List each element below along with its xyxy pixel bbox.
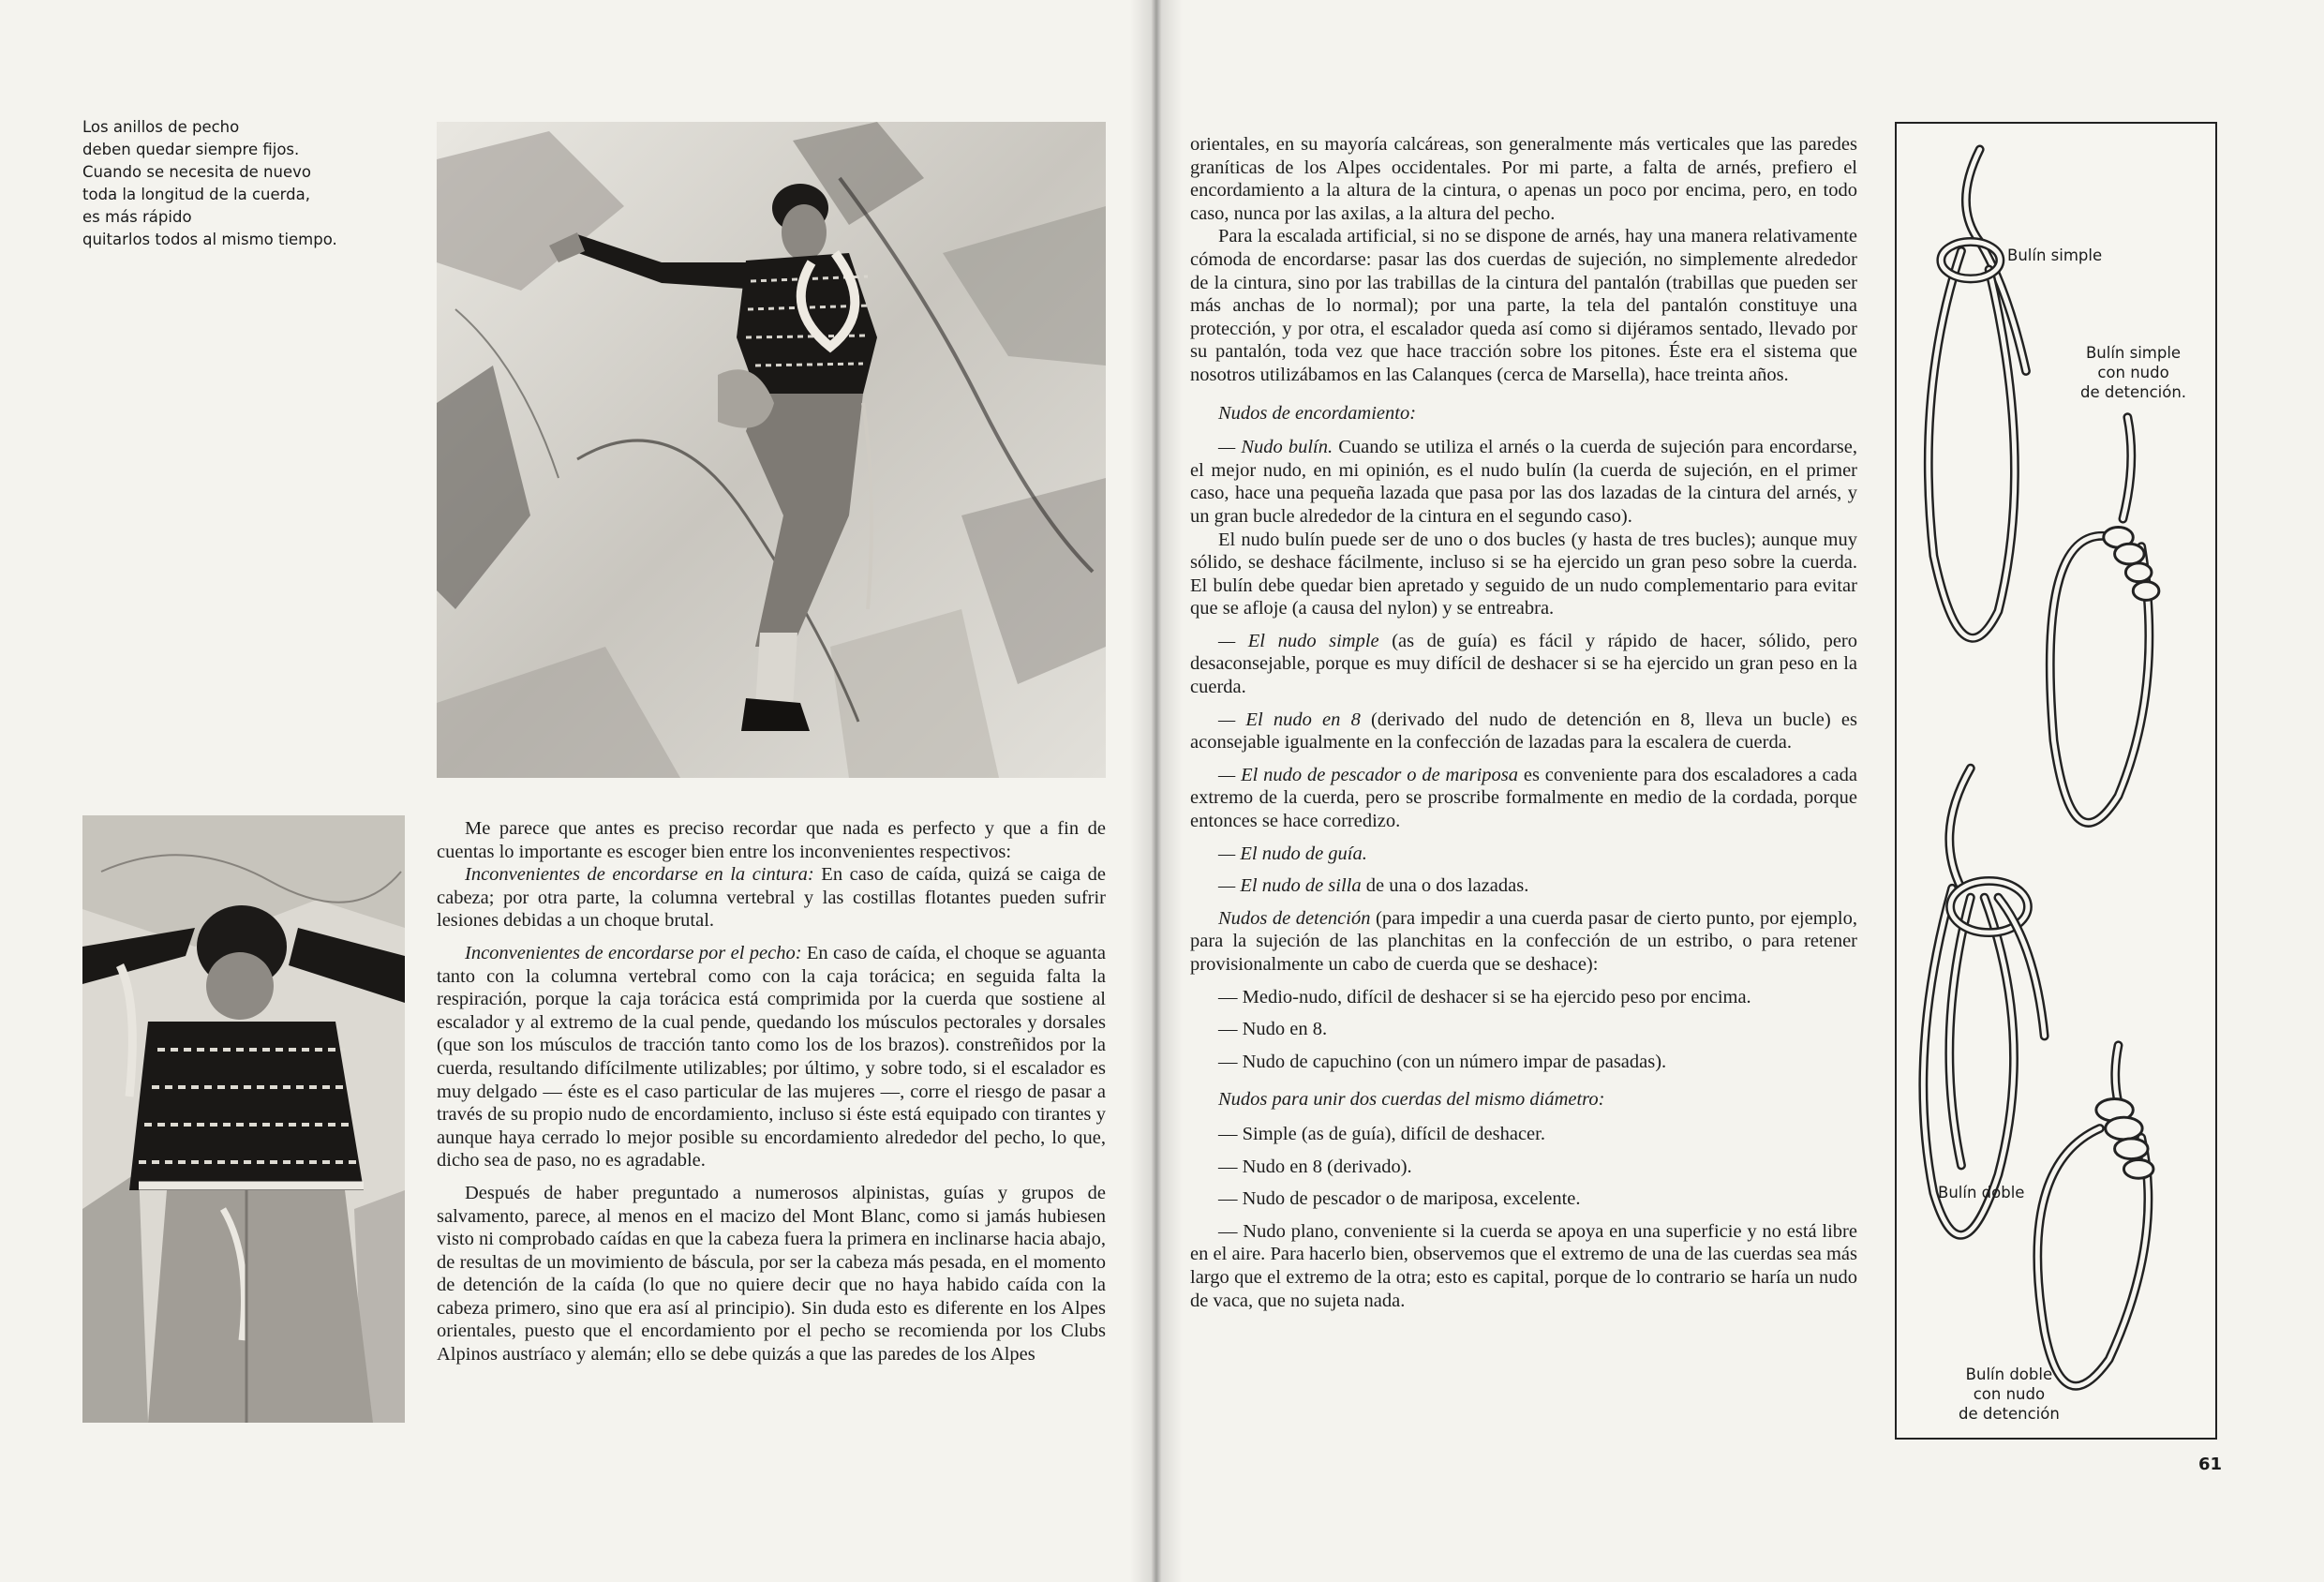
knot-item-text: (as de guía) es fácil y rápido de hacer, sólido, pero desaconsejable, porque es muy difícil de deshacer si se ha ejercido un gran peso en la cuerda. bbox=[1190, 630, 1858, 698]
knot-item bbox=[1190, 874, 1857, 898]
join-item: — Nudo plano, conveniente si la cuerda se apoya en una superficie y no está libre en el aire. Para hacerlo bien, observemos que el extremo de una de las cuerdas sea más largo que el extremo de la otra; esto es capital, porque de lo contrario se haría un nudo de vaca, que no sujeta nada. bbox=[1190, 1220, 1857, 1311]
right-body-text bbox=[1190, 133, 1857, 1321]
left-paragraph-text: Después de haber preguntado a numerosos alpinistas, guías y grupos de salvamento, parece, al menos en el macizo del Mont Blanc, como si jamás hubiesen visto ni comprobado caídas en que la cabeza fuera la primera en inclinarse hacia abajo, de resultas de un movimiento de báscula, por ser la cabeza más pesada, en el momento de detención de la caída (lo que no quiere decir que no haya habido caída con la cabeza primero, sino que era así al principio). Sin duda esto es diferente en los Alpes orientales, puesto que el encordamiento por el pecho se recomienda por los Clubs Alpinos austríaco y alemán; ello se debe quizás a que las paredes de los Alpes bbox=[437, 1182, 1106, 1366]
label-bulin-doble-detencion bbox=[1959, 1365, 2060, 1424]
knot-item-lead: — El nudo de guía. bbox=[1218, 843, 1367, 864]
left-paragraph-lead: Inconvenientes de encordarse por el pecho: bbox=[465, 942, 802, 963]
knot-item-text: de una o dos lazadas. bbox=[1361, 875, 1529, 897]
detention-intro-text: (para impedir a una cuerda pasar de cierto punto, por ejemplo, para la sujeción de las planchitas en la confección de un estribo, o para retener provisionalmente un cabo de cuerda que se deshace): bbox=[1190, 907, 1857, 975]
left-paragraph bbox=[437, 817, 1106, 863]
left-paragraph-lead: Inconvenientes de encordarse en la cintura: bbox=[465, 864, 814, 886]
knot-item-lead: — El nudo de pescador o de mariposa bbox=[1218, 764, 1519, 785]
knot-item bbox=[1190, 843, 1857, 866]
knot-item-text: es conveniente para dos escaladores a cada extremo de la cuerda, pero se proscribe formalmente en medio de la cordada, porque entonces se hace corredizo. bbox=[1190, 764, 1857, 832]
join-item: — Nudo en 8 (derivado). bbox=[1218, 1156, 1412, 1177]
label-bulin-simple bbox=[2007, 246, 2102, 265]
knot-item bbox=[1190, 630, 1857, 699]
knot-item bbox=[1190, 764, 1857, 833]
figure-label-line: Bulín simple bbox=[2085, 344, 2182, 362]
figure-label-line: de detención bbox=[1959, 1405, 2060, 1423]
heading-nudos-unir: Nudos para unir dos cuerdas del mismo diámetro: bbox=[1218, 1089, 1605, 1111]
knot-item bbox=[1190, 709, 1857, 754]
knot-item-text: Cuando se utiliza el arnés o la cuerda de sujeción para encordarse, el mejor nudo, en mi opinión, es el nudo bulín (la cuerda de sujeción, en el primer caso, hace una pequeña lazada que pasa por las dos lazadas de la cintura del arnés, y un gran bucle alrededor de la cintura en el segundo caso). bbox=[1190, 437, 1857, 527]
figure-label-line: de detención. bbox=[2080, 383, 2187, 401]
left-paragraph bbox=[437, 863, 1106, 933]
right-intro-paragraph: orientales, en su mayoría calcáreas, son generalmente más verticales que las paredes graníticas de los Alpes occidentales. Por mi parte, a falta de arnés, prefiero el encordamiento a la altura de la cintura, o apenas un poco por encima, pero, en todo caso, nunca por las axilas, a la altura del pecho. bbox=[1190, 134, 1857, 224]
knot-item bbox=[1190, 529, 1857, 620]
climber-rock-photo bbox=[437, 122, 1106, 778]
left-paragraph bbox=[437, 1182, 1106, 1366]
figure-label-line: con nudo bbox=[1973, 1385, 2046, 1403]
heading-nudos-encordamiento: Nudos de encordamiento: bbox=[1218, 402, 1417, 424]
detention-item: — Medio-nudo, difícil de deshacer si se ha ejercido peso por encima. bbox=[1218, 986, 1751, 1007]
page-number: 61 bbox=[2198, 1455, 2223, 1474]
knot-item-lead: — Nudo bulín. bbox=[1218, 437, 1333, 458]
left-paragraph-text: Me parece que antes es preciso recordar que nada es perfecto y que a fin de cuentas lo importante es escoger bien entre los inconvenientes respectivos: bbox=[437, 818, 1106, 862]
figure-label-line: Bulín simple bbox=[2007, 246, 2103, 264]
caption-line: es más rápido bbox=[82, 208, 192, 226]
caption-line: toda la longitud de la cuerda, bbox=[82, 186, 310, 203]
left-paragraph-text: En caso de caída, quizá se caiga de cabeza; por otra parte, la columna vertebral y las costillas flotantes pueden sufrir lesiones debidas a un choque brutal. bbox=[437, 864, 1106, 932]
caption-line: Cuando se necesita de nuevo bbox=[82, 163, 311, 181]
left-paragraph bbox=[437, 942, 1106, 1172]
knot-drawings bbox=[1897, 124, 2214, 1437]
detention-item: — Nudo de capuchino (con un número impar de pasadas). bbox=[1218, 1051, 1667, 1072]
knot-item-text: (derivado del nudo de detención en 8, lleva un bucle) es aconsejable igualmente en la confección de lazadas para la escalera de cuerda. bbox=[1190, 709, 1857, 754]
knot-figure bbox=[1895, 122, 2217, 1440]
figure-label-line: con nudo bbox=[2097, 364, 2169, 381]
caption-line: Los anillos de pecho bbox=[82, 118, 240, 136]
photo-caption bbox=[82, 116, 337, 251]
book-gutter bbox=[1130, 0, 1183, 1582]
right-intro-paragraph: Para la escalada artificial, si no se dispone de arnés, hay una manera relativamente cómoda de encordarse: pasar las dos cuerdas de sujeción, no simplemente alrededor de la cintura, sino por las trabillas de la cintura del pantalón (trabillas que pueden ser más anchas de lo normal); por una parte, la tela del pantalón constituye una protección, y por otra, el escalador queda así como si dijéramos sentado, llevado por su pantalón, toda vez que hace tracción sobre los pitones. Éste era el sistema que nosotros utilizábamos en las Calanques (cerca de Marsella), hace treinta años. bbox=[1190, 226, 1857, 385]
knot-item bbox=[1190, 436, 1857, 528]
chest-harness-photo bbox=[82, 815, 405, 1423]
join-item: — Nudo de pescador o de mariposa, excelente. bbox=[1218, 1188, 1581, 1210]
detention-item: — Nudo en 8. bbox=[1218, 1019, 1328, 1040]
knot-item-text: El nudo bulín puede ser de uno o dos bucles (y hasta de tres bucles); aunque muy sólido, se deshace fácilmente, incluso si se ha ejercido un gran peso sobre la cuerda. El bulín debe quedar bien apretado y seguido de un nudo complementario para evitar que se afloje (a causa del nylon) y se entreabra. bbox=[1190, 529, 1857, 619]
figure-label-line: Bulín doble bbox=[1938, 1184, 2025, 1201]
figure-label-line: Bulín doble bbox=[1965, 1366, 2053, 1383]
left-paragraph-text: En caso de caída, el choque se aguanta tanto con la columna vertebral como con la caja torácica; en seguida falta la respiración, porque la caja torácica está comprimida por la cuerda que sostiene al escalador y al extremo de la cual pende, quedando los músculos pectorales y dorsales (que son los músculos de tracción tanto como los de los brazos). constreñidos por la cuerda, resultando difícilmente utilizables; por último, y sobre todo, si el escalador es muy delgado — éste es el caso particular de las mujeres —, corre el riesgo de pasar a través de su propio nudo de encordamiento, incluso si éste está equipado con tirantes y aunque haya cerrado lo mejor posible su encordamiento alrededor del pecho, lo que, dicho sea de paso, no es agradable. bbox=[437, 942, 1106, 1172]
knot-item-lead: — El nudo de silla bbox=[1218, 875, 1362, 897]
detention-intro-lead: Nudos de detención bbox=[1218, 907, 1371, 929]
label-bulin-simple-detencion bbox=[2080, 343, 2186, 402]
knot-item-lead: — El nudo en 8 bbox=[1218, 709, 1361, 730]
join-item: — Simple (as de guía), difícil de deshacer. bbox=[1218, 1123, 1545, 1144]
caption-line: quitarlos todos al mismo tiempo. bbox=[82, 231, 337, 248]
detention-intro bbox=[1190, 907, 1857, 977]
knot-item-lead: — El nudo simple bbox=[1218, 630, 1379, 651]
label-bulin-doble bbox=[1938, 1183, 2024, 1202]
caption-line: deben quedar siempre fijos. bbox=[82, 141, 300, 158]
left-body-text bbox=[437, 817, 1106, 1376]
